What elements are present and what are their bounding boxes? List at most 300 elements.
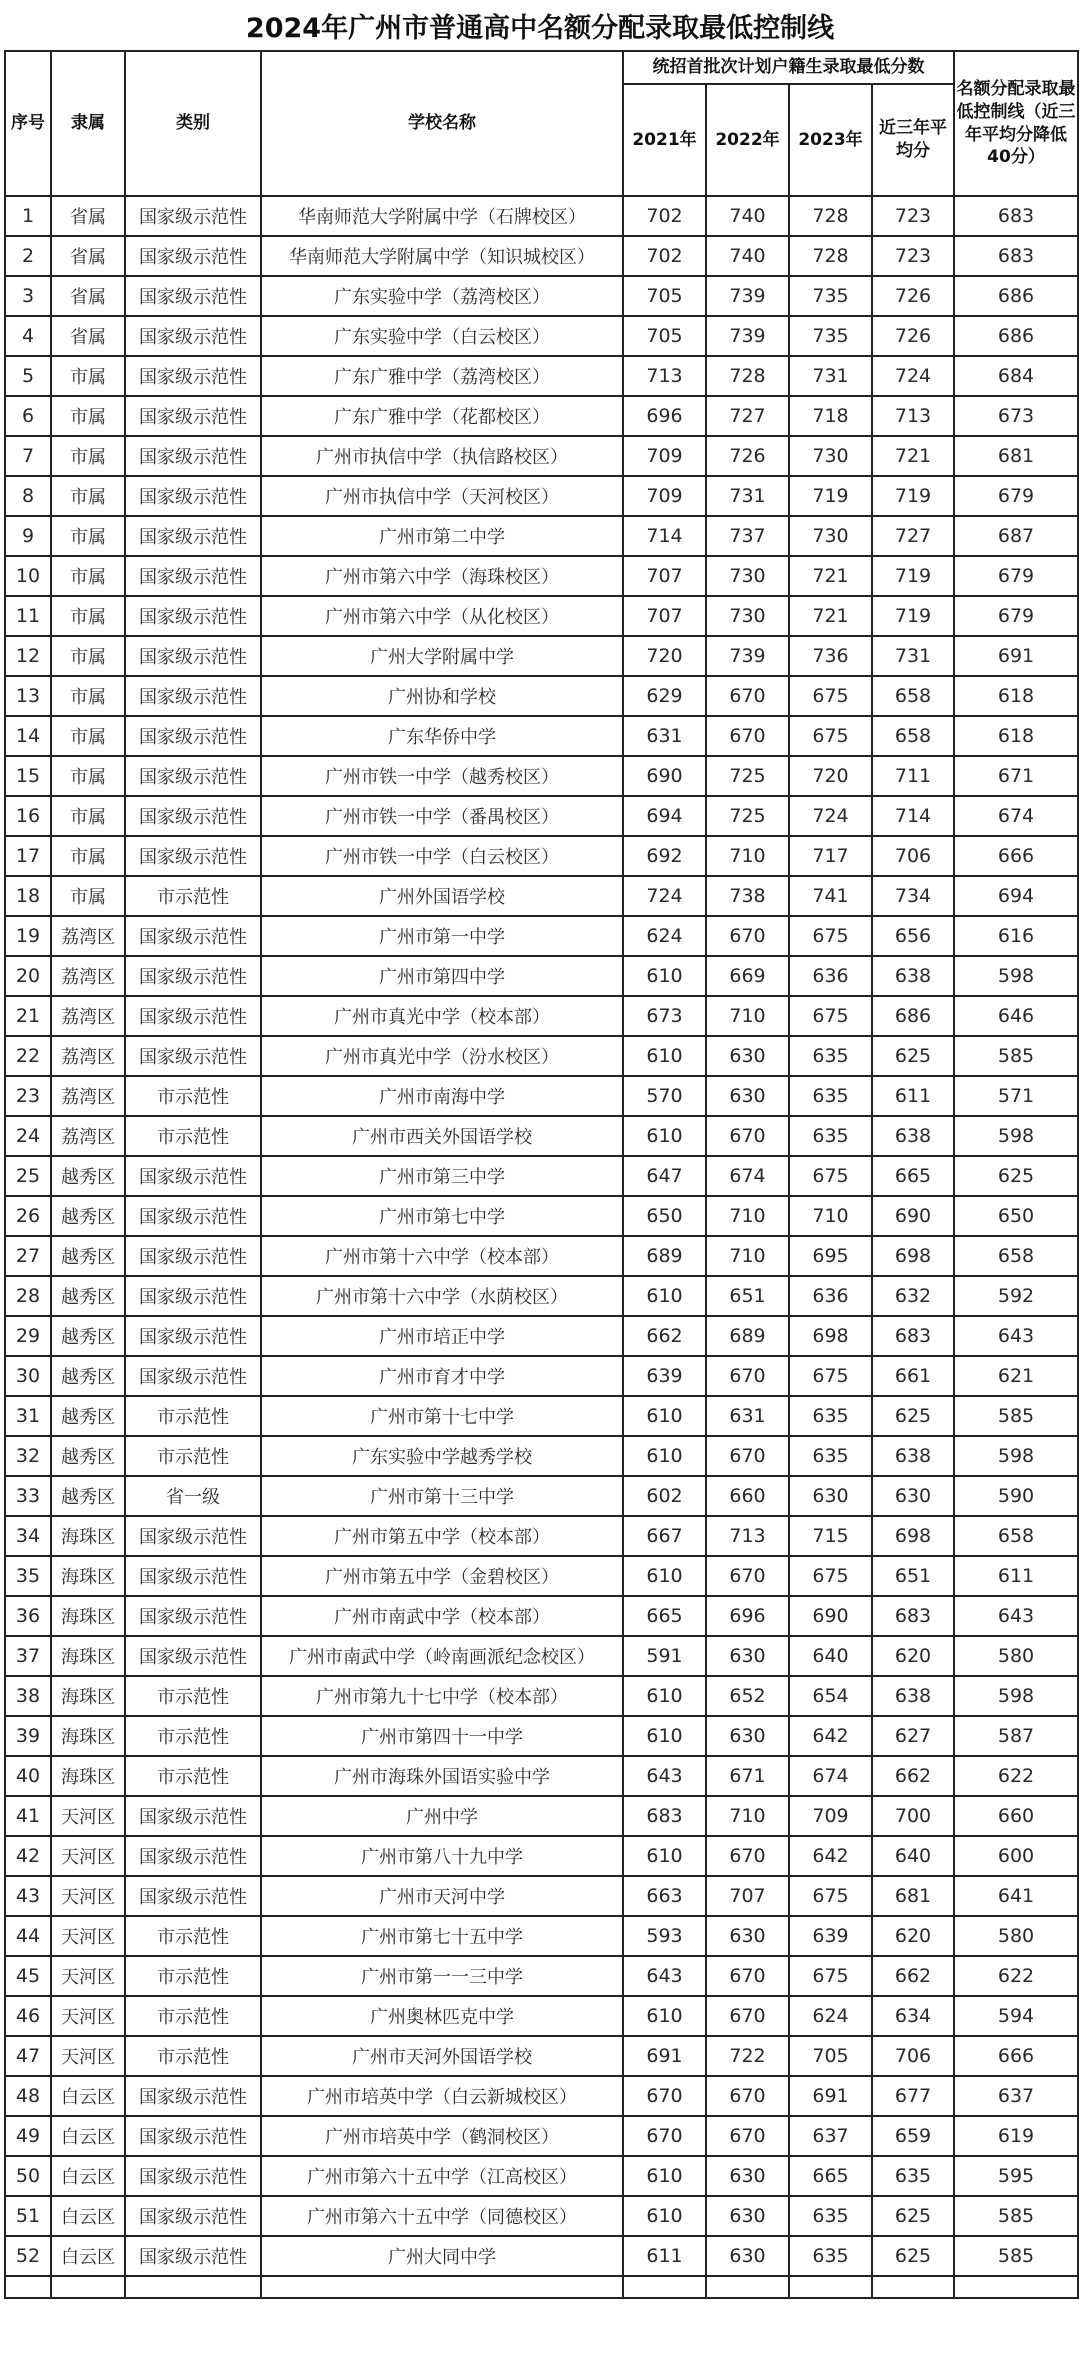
row-control-line: 595 [954, 2156, 1078, 2196]
row-score-2021: 647 [623, 1156, 706, 1196]
header-score-group: 统招首批次计划户籍生录取最低分数 [623, 51, 954, 84]
row-category: 国家级示范性 [125, 436, 261, 476]
row-three-year-average: 658 [872, 716, 954, 756]
row-score-2023: 741 [789, 876, 872, 916]
row-three-year-average: 721 [872, 436, 954, 476]
row-score-2023: 728 [789, 236, 872, 276]
row-school-name: 广东广雅中学（花都校区） [261, 396, 623, 436]
table-row [5, 1716, 1078, 1756]
row-number: 6 [5, 396, 51, 436]
row-score-2021: 690 [623, 756, 706, 796]
row-affiliation: 市属 [51, 716, 125, 756]
row-number: 44 [5, 1916, 51, 1956]
table-row [5, 716, 1078, 756]
row-school-name: 广州市铁一中学（越秀校区） [261, 756, 623, 796]
row-number: 32 [5, 1436, 51, 1476]
row-control-line: 598 [954, 1436, 1078, 1476]
row-three-year-average: 658 [872, 676, 954, 716]
row-category: 国家级示范性 [125, 676, 261, 716]
row-school-name: 广州市第一中学 [261, 916, 623, 956]
row-category: 国家级示范性 [125, 1356, 261, 1396]
row-score-2022: 670 [706, 916, 789, 956]
row-school-name: 广州市第五中学（金碧校区） [261, 1556, 623, 1596]
row-number: 15 [5, 756, 51, 796]
row-three-year-average: 698 [872, 1516, 954, 1556]
row-number: 45 [5, 1956, 51, 1996]
table-row [5, 356, 1078, 396]
row-affiliation: 市属 [51, 836, 125, 876]
row-score-2022: 670 [706, 716, 789, 756]
row-number: 3 [5, 276, 51, 316]
row-affiliation: 天河区 [51, 1996, 125, 2036]
row-school-name: 广州市第九十七中学（校本部） [261, 1676, 623, 1716]
row-school-name: 广州市培英中学（鹤洞校区） [261, 2116, 623, 2156]
row-control-line: 673 [954, 396, 1078, 436]
row-number: 28 [5, 1276, 51, 1316]
table-row [5, 1036, 1078, 1076]
row-score-2021: 707 [623, 556, 706, 596]
row-three-year-average: 638 [872, 1676, 954, 1716]
row-affiliation: 白云区 [51, 2076, 125, 2116]
row-score-2021: 610 [623, 1036, 706, 1076]
row-score-2022: 710 [706, 1236, 789, 1276]
row-cell-empty [5, 2276, 51, 2298]
row-category: 国家级示范性 [125, 1876, 261, 1916]
table-body [5, 196, 1078, 2298]
row-three-year-average: 724 [872, 356, 954, 396]
row-three-year-average: 726 [872, 276, 954, 316]
row-score-2022: 696 [706, 1596, 789, 1636]
row-affiliation: 白云区 [51, 2196, 125, 2236]
row-score-2021: 692 [623, 836, 706, 876]
row-number: 35 [5, 1556, 51, 1596]
row-category: 国家级示范性 [125, 1276, 261, 1316]
row-three-year-average: 734 [872, 876, 954, 916]
row-score-2021: 610 [623, 1716, 706, 1756]
row-school-name: 广州市第四十一中学 [261, 1716, 623, 1756]
row-control-line: 590 [954, 1476, 1078, 1516]
header-category: 类别 [125, 51, 261, 196]
row-school-name: 广东实验中学（白云校区） [261, 316, 623, 356]
row-number: 21 [5, 996, 51, 1036]
row-score-2023: 717 [789, 836, 872, 876]
row-category: 国家级示范性 [125, 1556, 261, 1596]
row-affiliation: 天河区 [51, 1956, 125, 1996]
row-affiliation: 市属 [51, 476, 125, 516]
table-row [5, 1116, 1078, 1156]
row-number: 24 [5, 1116, 51, 1156]
row-score-2021: 665 [623, 1596, 706, 1636]
row-score-2022: 740 [706, 196, 789, 236]
row-score-2022: 727 [706, 396, 789, 436]
row-category: 国家级示范性 [125, 1196, 261, 1236]
row-number: 7 [5, 436, 51, 476]
row-score-2022: 660 [706, 1476, 789, 1516]
row-score-2023: 635 [789, 2196, 872, 2236]
row-score-2023: 635 [789, 1036, 872, 1076]
row-number: 46 [5, 1996, 51, 2036]
row-score-2021: 602 [623, 1476, 706, 1516]
header-affiliation: 隶属 [51, 51, 125, 196]
row-number: 1 [5, 196, 51, 236]
row-score-2021: 593 [623, 1916, 706, 1956]
row-category: 市示范性 [125, 1956, 261, 1996]
row-score-2021: 624 [623, 916, 706, 956]
row-category: 市示范性 [125, 1996, 261, 2036]
row-score-2023: 637 [789, 2116, 872, 2156]
table-row [5, 2036, 1078, 2076]
row-score-2023: 636 [789, 956, 872, 996]
row-affiliation: 市属 [51, 876, 125, 916]
row-score-2023: 635 [789, 1436, 872, 1476]
row-category: 省一级 [125, 1476, 261, 1516]
row-control-line: 580 [954, 1636, 1078, 1676]
table-row [5, 596, 1078, 636]
row-control-line: 625 [954, 1156, 1078, 1196]
row-affiliation: 省属 [51, 196, 125, 236]
row-affiliation: 海珠区 [51, 1596, 125, 1636]
row-category: 国家级示范性 [125, 236, 261, 276]
row-score-2023: 635 [789, 1396, 872, 1436]
row-score-2021: 709 [623, 436, 706, 476]
row-cell-empty [789, 2276, 872, 2298]
row-school-name: 广州市第十三中学 [261, 1476, 623, 1516]
row-affiliation: 天河区 [51, 1916, 125, 1956]
table-row [5, 1996, 1078, 2036]
row-affiliation: 越秀区 [51, 1436, 125, 1476]
row-score-2022: 651 [706, 1276, 789, 1316]
row-three-year-average: 726 [872, 316, 954, 356]
row-control-line: 679 [954, 596, 1078, 636]
row-score-2021: 631 [623, 716, 706, 756]
row-affiliation: 市属 [51, 436, 125, 476]
row-score-2023: 675 [789, 1556, 872, 1596]
row-affiliation: 白云区 [51, 2116, 125, 2156]
row-category: 国家级示范性 [125, 356, 261, 396]
row-control-line: 618 [954, 716, 1078, 756]
row-affiliation: 海珠区 [51, 1716, 125, 1756]
row-three-year-average: 662 [872, 1956, 954, 1996]
header-no: 序号 [5, 51, 51, 196]
row-affiliation: 市属 [51, 796, 125, 836]
row-school-name: 广州大学附属中学 [261, 636, 623, 676]
row-category: 国家级示范性 [125, 516, 261, 556]
row-score-2023: 639 [789, 1916, 872, 1956]
row-score-2021: 643 [623, 1756, 706, 1796]
row-score-2021: 720 [623, 636, 706, 676]
row-score-2022: 737 [706, 516, 789, 556]
row-number: 31 [5, 1396, 51, 1436]
row-score-2023: 635 [789, 1076, 872, 1116]
row-three-year-average: 638 [872, 1116, 954, 1156]
row-control-line: 598 [954, 956, 1078, 996]
row-score-2023: 654 [789, 1676, 872, 1716]
row-score-2022: 670 [706, 2076, 789, 2116]
row-number: 2 [5, 236, 51, 276]
row-number: 30 [5, 1356, 51, 1396]
row-number: 10 [5, 556, 51, 596]
row-number: 25 [5, 1156, 51, 1196]
row-score-2023: 691 [789, 2076, 872, 2116]
row-three-year-average: 659 [872, 2116, 954, 2156]
row-category: 国家级示范性 [125, 2236, 261, 2276]
row-category: 市示范性 [125, 1916, 261, 1956]
row-score-2022: 669 [706, 956, 789, 996]
row-score-2023: 728 [789, 196, 872, 236]
table-row [5, 1236, 1078, 1276]
row-score-2021: 610 [623, 1116, 706, 1156]
table-row [5, 1196, 1078, 1236]
row-number: 20 [5, 956, 51, 996]
row-category: 市示范性 [125, 876, 261, 916]
table-row [5, 756, 1078, 796]
row-school-name: 广州市第六十五中学（江高校区） [261, 2156, 623, 2196]
row-three-year-average: 625 [872, 2196, 954, 2236]
row-school-name: 广州市天河中学 [261, 1876, 623, 1916]
row-score-2021: 724 [623, 876, 706, 916]
row-school-name: 广州市铁一中学（白云校区） [261, 836, 623, 876]
row-score-2023: 630 [789, 1476, 872, 1516]
row-number: 36 [5, 1596, 51, 1636]
row-affiliation: 荔湾区 [51, 916, 125, 956]
row-affiliation: 天河区 [51, 2036, 125, 2076]
row-three-year-average: 700 [872, 1796, 954, 1836]
row-school-name: 广州市第二中学 [261, 516, 623, 556]
row-score-2022: 670 [706, 1436, 789, 1476]
row-score-2023: 695 [789, 1236, 872, 1276]
row-affiliation: 市属 [51, 596, 125, 636]
table-row [5, 956, 1078, 996]
row-cell-empty [261, 2276, 623, 2298]
row-affiliation: 越秀区 [51, 1236, 125, 1276]
table-row [5, 2156, 1078, 2196]
row-score-2021: 673 [623, 996, 706, 1036]
row-affiliation: 荔湾区 [51, 956, 125, 996]
row-score-2022: 670 [706, 676, 789, 716]
row-score-2023: 675 [789, 916, 872, 956]
row-score-2022: 630 [706, 1076, 789, 1116]
header-school-name: 学校名称 [261, 51, 623, 196]
row-affiliation: 市属 [51, 396, 125, 436]
table-row [5, 236, 1078, 276]
row-score-2021: 650 [623, 1196, 706, 1236]
row-category: 国家级示范性 [125, 196, 261, 236]
row-score-2023: 675 [789, 1356, 872, 1396]
row-control-line: 643 [954, 1596, 1078, 1636]
row-three-year-average: 611 [872, 1076, 954, 1116]
row-school-name: 广东实验中学（荔湾校区） [261, 276, 623, 316]
row-school-name: 华南师范大学附属中学（知识城校区） [261, 236, 623, 276]
row-school-name: 广州市育才中学 [261, 1356, 623, 1396]
row-control-line: 587 [954, 1716, 1078, 1756]
row-category: 市示范性 [125, 1116, 261, 1156]
row-category: 国家级示范性 [125, 316, 261, 356]
row-affiliation: 市属 [51, 356, 125, 396]
row-school-name: 广东华侨中学 [261, 716, 623, 756]
row-control-line: 621 [954, 1356, 1078, 1396]
row-score-2021: 610 [623, 2196, 706, 2236]
row-number: 18 [5, 876, 51, 916]
row-control-line: 571 [954, 1076, 1078, 1116]
row-affiliation: 荔湾区 [51, 1116, 125, 1156]
row-affiliation: 省属 [51, 316, 125, 356]
row-score-2021: 610 [623, 2156, 706, 2196]
row-number: 11 [5, 596, 51, 636]
row-score-2022: 670 [706, 1116, 789, 1156]
row-three-year-average: 683 [872, 1596, 954, 1636]
row-control-line: 684 [954, 356, 1078, 396]
row-three-year-average: 681 [872, 1876, 954, 1916]
row-affiliation: 白云区 [51, 2236, 125, 2276]
row-control-line: 658 [954, 1236, 1078, 1276]
row-control-line: 616 [954, 916, 1078, 956]
row-category: 市示范性 [125, 1396, 261, 1436]
row-category: 国家级示范性 [125, 1636, 261, 1676]
row-affiliation: 荔湾区 [51, 996, 125, 1036]
row-score-2023: 721 [789, 596, 872, 636]
row-score-2023: 690 [789, 1596, 872, 1636]
row-score-2022: 725 [706, 796, 789, 836]
row-affiliation: 市属 [51, 676, 125, 716]
row-three-year-average: 665 [872, 1156, 954, 1196]
row-school-name: 广州奥林匹克中学 [261, 1996, 623, 2036]
table-row [5, 316, 1078, 356]
table-row [5, 1556, 1078, 1596]
row-three-year-average: 661 [872, 1356, 954, 1396]
row-score-2023: 710 [789, 1196, 872, 1236]
row-number: 33 [5, 1476, 51, 1516]
row-three-year-average: 719 [872, 556, 954, 596]
row-affiliation: 越秀区 [51, 1276, 125, 1316]
table-row [5, 396, 1078, 436]
row-score-2023: 642 [789, 1836, 872, 1876]
row-score-2023: 724 [789, 796, 872, 836]
row-control-line: 611 [954, 1556, 1078, 1596]
row-score-2022: 707 [706, 1876, 789, 1916]
row-score-2021: 689 [623, 1236, 706, 1276]
row-score-2021: 643 [623, 1956, 706, 1996]
row-score-2022: 730 [706, 556, 789, 596]
row-score-2023: 624 [789, 1996, 872, 2036]
row-score-2021: 713 [623, 356, 706, 396]
row-number: 16 [5, 796, 51, 836]
row-score-2021: 663 [623, 1876, 706, 1916]
row-score-2022: 738 [706, 876, 789, 916]
table-row [5, 2116, 1078, 2156]
header-2023: 2023年 [789, 84, 872, 196]
row-number: 37 [5, 1636, 51, 1676]
row-cell-empty [623, 2276, 706, 2298]
row-score-2023: 642 [789, 1716, 872, 1756]
row-school-name: 广州中学 [261, 1796, 623, 1836]
row-school-name: 广州市真光中学（汾水校区） [261, 1036, 623, 1076]
row-control-line: 585 [954, 2196, 1078, 2236]
table-row [5, 2236, 1078, 2276]
row-score-2022: 725 [706, 756, 789, 796]
row-control-line: 691 [954, 636, 1078, 676]
row-affiliation: 白云区 [51, 2156, 125, 2196]
row-score-2023: 675 [789, 1156, 872, 1196]
row-control-line: 641 [954, 1876, 1078, 1916]
row-school-name: 广州市第六中学（海珠校区） [261, 556, 623, 596]
row-score-2022: 726 [706, 436, 789, 476]
row-school-name: 广州市第七中学 [261, 1196, 623, 1236]
row-number: 39 [5, 1716, 51, 1756]
row-category: 国家级示范性 [125, 996, 261, 1036]
table-row [5, 836, 1078, 876]
row-affiliation: 市属 [51, 516, 125, 556]
row-number: 43 [5, 1876, 51, 1916]
row-three-year-average: 690 [872, 1196, 954, 1236]
row-category: 国家级示范性 [125, 596, 261, 636]
row-affiliation: 天河区 [51, 1876, 125, 1916]
row-school-name: 广州市南海中学 [261, 1076, 623, 1116]
row-score-2023: 719 [789, 476, 872, 516]
row-number: 9 [5, 516, 51, 556]
row-three-year-average: 638 [872, 1436, 954, 1476]
row-score-2023: 640 [789, 1636, 872, 1676]
row-school-name: 广州市天河外国语学校 [261, 2036, 623, 2076]
row-category: 国家级示范性 [125, 396, 261, 436]
table-row [5, 276, 1078, 316]
table-row [5, 1276, 1078, 1316]
row-category: 国家级示范性 [125, 1516, 261, 1556]
row-control-line: 679 [954, 556, 1078, 596]
row-category: 国家级示范性 [125, 2076, 261, 2116]
row-score-2021: 696 [623, 396, 706, 436]
row-control-line: 687 [954, 516, 1078, 556]
row-number: 48 [5, 2076, 51, 2116]
row-category: 国家级示范性 [125, 956, 261, 996]
row-score-2022: 670 [706, 1956, 789, 1996]
row-score-2021: 629 [623, 676, 706, 716]
row-cell-empty [954, 2276, 1078, 2298]
row-category: 国家级示范性 [125, 1236, 261, 1276]
row-score-2021: 610 [623, 1276, 706, 1316]
row-three-year-average: 625 [872, 1036, 954, 1076]
row-control-line: 619 [954, 2116, 1078, 2156]
table-row [5, 1316, 1078, 1356]
row-three-year-average: 630 [872, 1476, 954, 1516]
table-row [5, 796, 1078, 836]
table-row [5, 916, 1078, 956]
row-affiliation: 越秀区 [51, 1316, 125, 1356]
row-three-year-average: 719 [872, 476, 954, 516]
table-row [5, 1596, 1078, 1636]
row-score-2021: 714 [623, 516, 706, 556]
row-three-year-average: 698 [872, 1236, 954, 1276]
row-control-line: 592 [954, 1276, 1078, 1316]
row-affiliation: 市属 [51, 756, 125, 796]
row-three-year-average: 627 [872, 1716, 954, 1756]
table-row [5, 2076, 1078, 2116]
row-category: 国家级示范性 [125, 1156, 261, 1196]
row-three-year-average: 625 [872, 2236, 954, 2276]
row-affiliation: 海珠区 [51, 1516, 125, 1556]
row-category: 国家级示范性 [125, 716, 261, 756]
row-category: 国家级示范性 [125, 756, 261, 796]
row-score-2023: 675 [789, 1956, 872, 1996]
row-control-line: 637 [954, 2076, 1078, 2116]
row-score-2023: 675 [789, 996, 872, 1036]
row-score-2021: 709 [623, 476, 706, 516]
row-score-2021: 705 [623, 316, 706, 356]
header-2022: 2022年 [706, 84, 789, 196]
row-three-year-average: 625 [872, 1396, 954, 1436]
table-row [5, 1756, 1078, 1796]
row-score-2023: 705 [789, 2036, 872, 2076]
row-category: 市示范性 [125, 1716, 261, 1756]
